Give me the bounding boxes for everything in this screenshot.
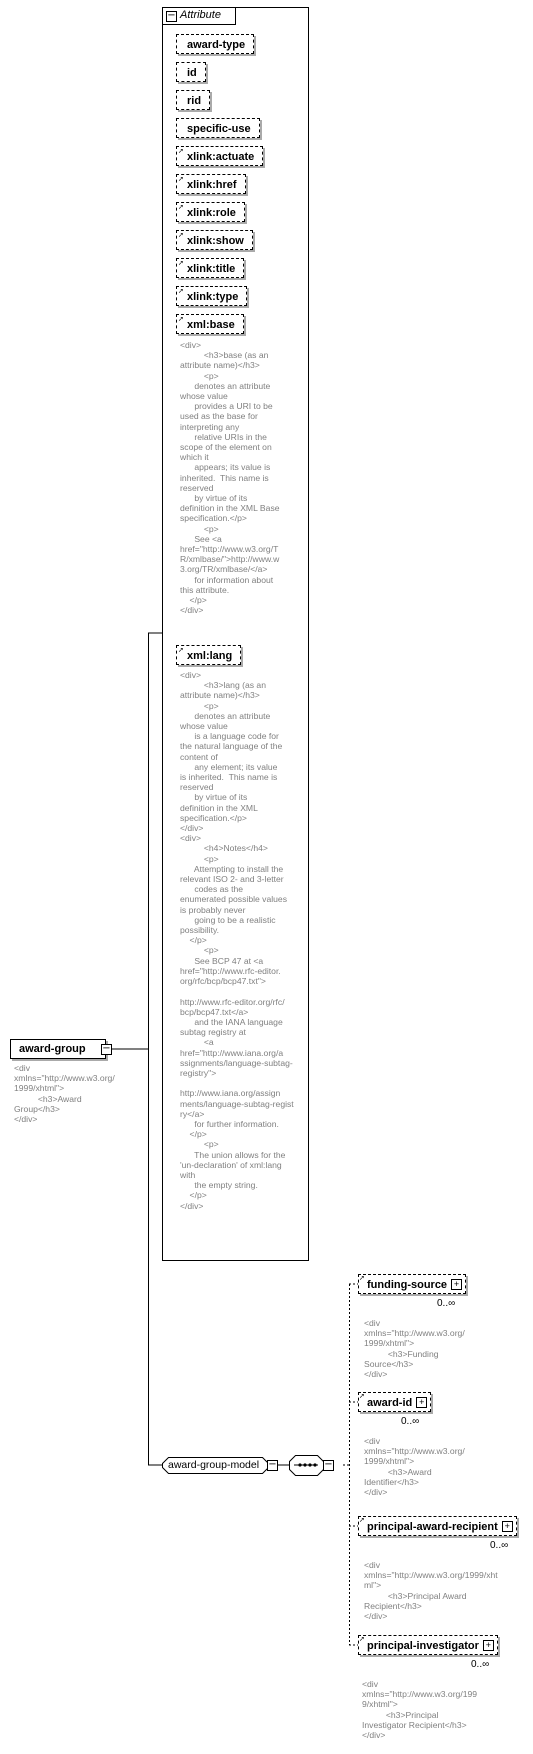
element-award-id[interactable] — [358, 1392, 431, 1412]
root-element-award-group[interactable] — [10, 1039, 111, 1059]
attribute-label: specific-use — [187, 123, 251, 135]
xml-lang-documentation: <div> <h3>lang (as an attribute name)</h3> <p> denotes an attribute whose value is a language code for the natural language of the content of any element; its value is inherited. This name is reserved by virtue of its definition in the XML specification.</p> </div> <div> <h4>Notes</h4> <p> Attempting to install the relevant ISO 2- and 3-letter codes as the enumerated possible values is probably never going to be a realistic possibility. </p> <p> See BCP 47 at <a href="http://www.rfc-editor. org/rfc/bcp/bcp47.txt"> http://www.rfc-editor.org/rfc/ bcp/bcp47.txt</a> and the IANA language subtag registry at <a href="http://www.iana.org/a ssignments/language-subtag- registry"> http://www.iana.org/assign ments/language-subtag-regist ry</a> for further information. </p> <p> The union allows for the 'un-declaration' of xml:lang with the empty string. </p> </div> — [180, 670, 294, 1211]
attribute-xlink-show[interactable] — [176, 230, 253, 250]
attribute-specific-use[interactable] — [176, 118, 260, 138]
element-label: award-id — [367, 1397, 413, 1409]
attribute-label: id — [187, 67, 197, 79]
award-id-documentation: <div xmlns="http://www.w3.org/ 1999/xhtml"> <h3>Award Identifier</h3> </div> — [364, 1436, 465, 1498]
reference-arrow-icon: ➚ — [178, 176, 184, 183]
element-funding-source[interactable] — [358, 1274, 466, 1294]
xml-base-documentation: <div> <h3>base (as an attribute name)</h3> <p> denotes an attribute whose value provides a URI to be used as the base for interpreting any relative URIs in the scope of the element on which it appears; its value is inherited. This name is reserved by virtue of its definition in the XML Base specification.</p> <p> See <a href="http://www.w3.org/T R/xmlbase/">http://www.w 3.org/TR/xmlbase/</a> for information about this attribute. </p> </div> — [180, 340, 280, 616]
reference-arrow-icon: ➚ — [359, 1517, 365, 1524]
attribute-xml-base[interactable] — [176, 314, 244, 334]
root-element-label: award-group — [19, 1043, 86, 1055]
principal-investigator-documentation: <div xmlns="http://www.w3.org/199 9/xhtml"> <h3>Principal Investigator Recipient</h3> </div> — [362, 1679, 478, 1741]
model-group-collapse-icon[interactable]: − — [268, 1459, 277, 1470]
attribute-label: xlink:title — [187, 263, 236, 275]
attribute-group-label: Attribute — [180, 9, 221, 21]
attribute-xml-lang[interactable] — [176, 645, 241, 665]
reference-arrow-icon: ➚ — [178, 647, 184, 654]
reference-arrow-icon: ➚ — [178, 204, 184, 211]
attribute-xlink-title[interactable] — [176, 258, 244, 278]
collapse-toggle-icon[interactable]: − — [102, 1043, 111, 1054]
expand-icon[interactable]: + — [502, 1521, 513, 1532]
sequence-collapse-icon[interactable]: − — [324, 1459, 333, 1470]
reference-arrow-icon: ➚ — [178, 148, 184, 155]
reference-arrow-icon: ➚ — [178, 316, 184, 323]
attribute-xlink-type[interactable] — [176, 286, 247, 306]
expand-icon[interactable]: + — [451, 1279, 462, 1290]
reference-arrow-icon: ➚ — [178, 260, 184, 267]
attribute-xlink-actuate[interactable] — [176, 146, 263, 166]
element-label: funding-source — [367, 1279, 448, 1291]
attribute-id[interactable] — [176, 62, 206, 82]
funding-source-documentation: <div xmlns="http://www.w3.org/ 1999/xhtml"> <h3>Funding Source</h3> </div> — [364, 1318, 465, 1380]
attribute-label: xml:lang — [187, 650, 233, 662]
reference-arrow-icon: ➚ — [359, 1393, 365, 1400]
attribute-group-header — [163, 8, 236, 25]
reference-arrow-icon: ➚ — [359, 1636, 365, 1643]
attribute-award-type[interactable] — [176, 34, 254, 54]
occurrence-label: 0..∞ — [490, 1540, 509, 1551]
attribute-label: xlink:show — [187, 235, 244, 247]
attribute-label: xlink:role — [187, 207, 236, 219]
reference-arrow-icon: ➚ — [178, 232, 184, 239]
occurrence-label: 0..∞ — [437, 1298, 456, 1309]
element-label: principal-investigator — [367, 1640, 479, 1652]
expand-icon[interactable]: + — [483, 1640, 494, 1651]
attribute-label: xlink:type — [187, 291, 239, 303]
attribute-label: award-type — [187, 39, 246, 51]
award-group-documentation: <div xmlns="http://www.w3.org/ 1999/xhtml"> <h3>Award Group</h3> </div> — [14, 1063, 115, 1125]
element-label: principal-award-recipient — [367, 1521, 498, 1533]
element-principal-award-recipient[interactable] — [358, 1516, 517, 1536]
attribute-xlink-role[interactable] — [176, 202, 245, 222]
attribute-xlink-href[interactable] — [176, 174, 246, 194]
attribute-group-toggle[interactable]: − — [167, 10, 176, 21]
reference-arrow-icon: ➚ — [178, 288, 184, 295]
attribute-label: rid — [187, 95, 202, 107]
attribute-label: xlink:href — [187, 179, 237, 191]
attribute-rid[interactable] — [176, 90, 210, 110]
reference-arrow-icon: ➚ — [359, 1275, 365, 1282]
sequence-compositor-icon — [290, 1456, 324, 1476]
model-group-label[interactable]: award-group-model — [168, 1459, 260, 1471]
element-principal-investigator[interactable] — [358, 1635, 498, 1655]
principal-award-recipient-documentation: <div xmlns="http://www.w3.org/1999/xht ml"> <h3>Principal Award Recipient</h3> </div> — [364, 1560, 498, 1622]
attribute-label: xlink:actuate — [187, 151, 255, 163]
expand-icon[interactable]: + — [416, 1397, 427, 1408]
attribute-label: xml:base — [187, 319, 235, 331]
occurrence-label: 0..∞ — [401, 1416, 420, 1427]
occurrence-label: 0..∞ — [471, 1659, 490, 1670]
